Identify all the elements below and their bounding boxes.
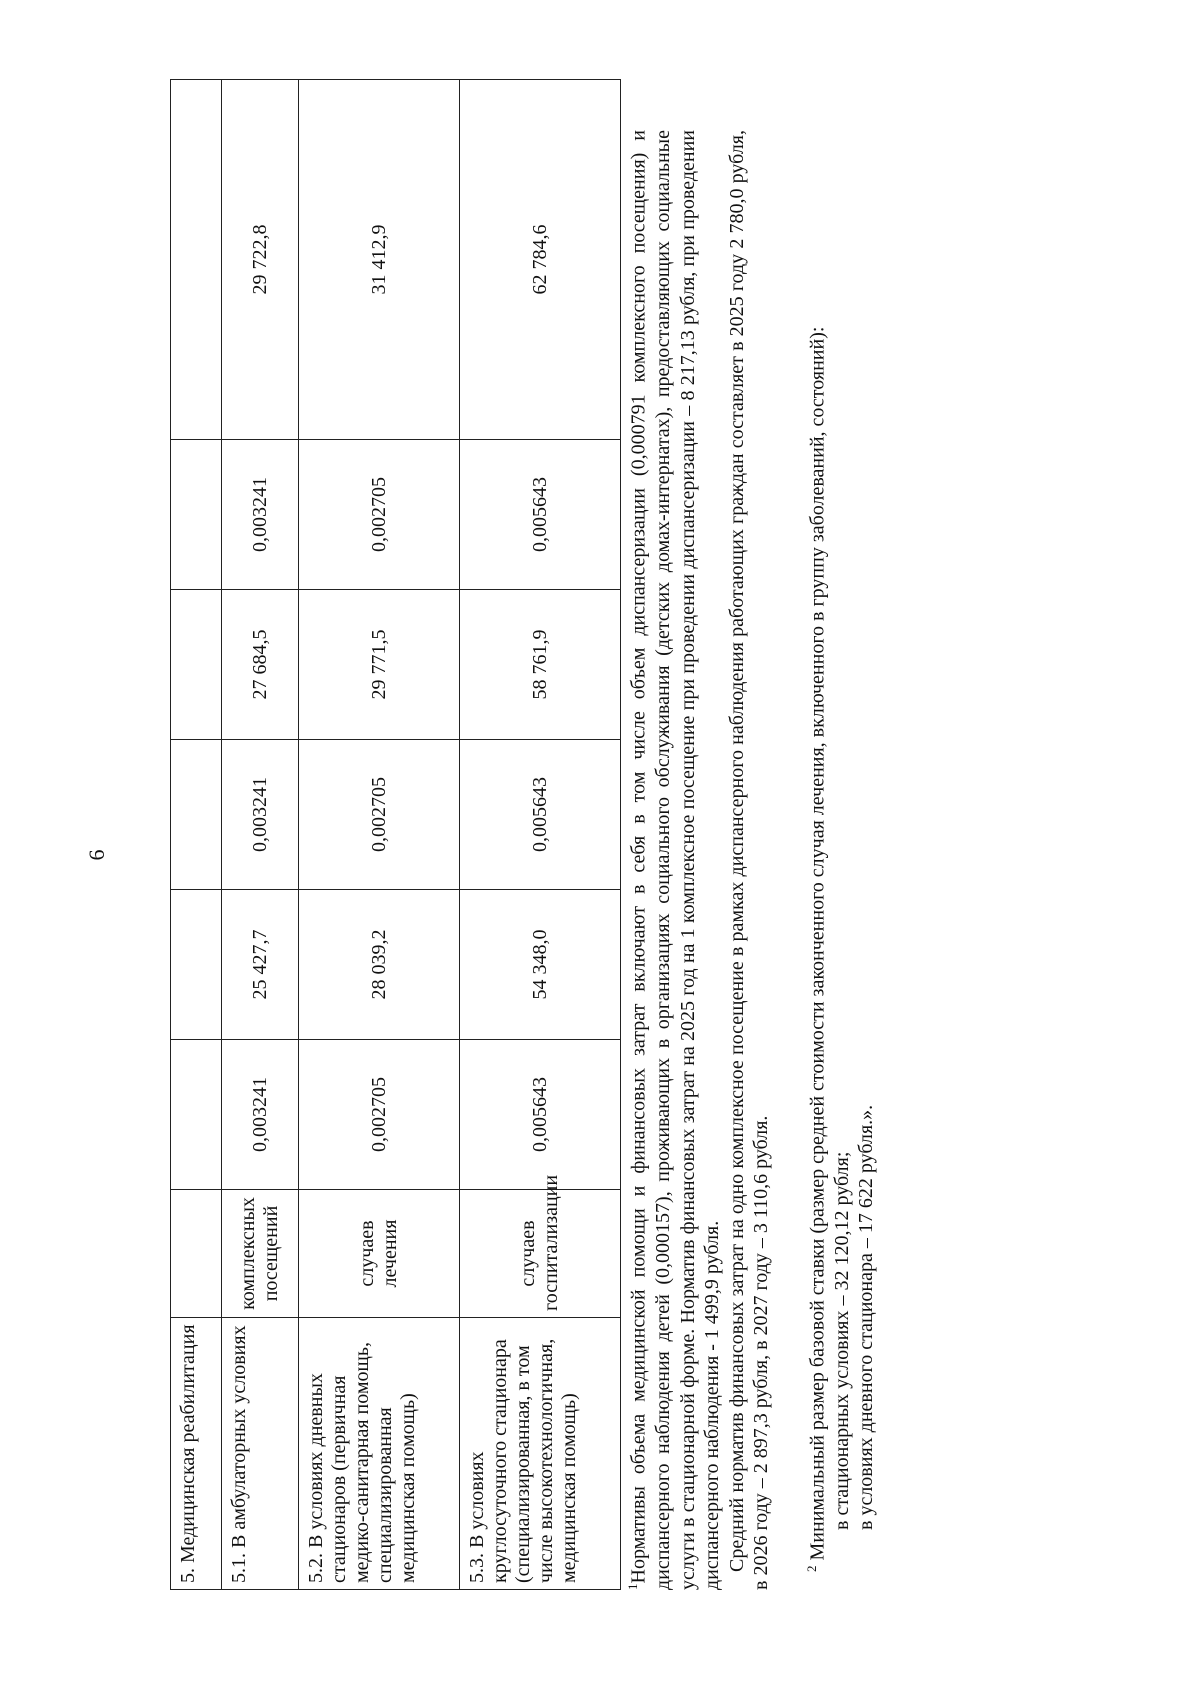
value-cell: 25 427,7 — [222, 890, 299, 1040]
table-row — [171, 80, 222, 1590]
row-name: 5.1. В амбулаторных условиях — [222, 1318, 299, 1590]
value-cell: 27 684,5 — [222, 590, 299, 740]
value-cell: 0,003241 — [222, 740, 299, 890]
value-cell: 0,002705 — [299, 440, 460, 590]
footnote-2-item-1: в стационарных условиях – 32 120,12 рубля; — [830, 1151, 853, 1530]
footnote-1-mark: 1 — [625, 1583, 640, 1590]
value-cell: 0,003241 — [222, 1040, 299, 1190]
value-cell: 28 039,2 — [299, 890, 460, 1040]
value-cell: 0,002705 — [299, 1040, 460, 1190]
value-cell: 29 771,5 — [299, 590, 460, 740]
row-unit: случаев лечения — [299, 1190, 460, 1318]
footnote-1 — [621, 130, 725, 1590]
value-cell: 0,002705 — [299, 740, 460, 890]
table-row — [222, 80, 299, 1590]
table-row — [460, 80, 621, 1590]
value-cell: 62 784,6 — [460, 80, 621, 440]
norms-table — [170, 79, 621, 1590]
value-cell: 31 412,9 — [299, 80, 460, 440]
section-title-cell: 5. Медицинская реабилитация — [171, 1318, 222, 1590]
footnote-2 — [800, 130, 830, 1590]
value-cell: 0,003241 — [222, 440, 299, 590]
footnote-2-text: Минимальный размер базовой ставки (размер средней стоимости законченного случая лечения, включенного в группу заболеваний, состояний): — [806, 326, 829, 1561]
row-unit: комплексных посещений — [222, 1190, 299, 1318]
value-cell: 58 761,9 — [460, 590, 621, 740]
footnote-1-paragraph-2: Средний норматив финансовых затрат на одно комплексное посещение в рамках диспансерного наблюдения работающих граждан составляет в 2025 году 2 780,0 рубля, в 2026 году – 2 897,3 рубля, в 2027 году – 3 110,6 рубля. — [725, 130, 773, 1590]
row-name: 5.3. В условиях круглосуточного стационара (специализированная, в том числе высокотехнологичная, медицинская помощь) — [460, 1318, 621, 1590]
value-cell: 0,005643 — [460, 740, 621, 890]
footnotes — [621, 130, 879, 1590]
value-cell: 0,005643 — [460, 440, 621, 590]
footnote-2-item-2: в условиях дневного стационара – 17 622 рубля.». — [855, 1104, 878, 1530]
row-name: 5.2. В условиях дневных стационаров (первичная медико-санитарная помощь, специализированная медицинская помощь) — [299, 1318, 460, 1590]
value-cell: 29 722,8 — [222, 80, 299, 440]
footnote-1-text: Нормативы объема медицинской помощи и финансовых затрат включают в себя в том числе объем диспансеризации (0,000791 комплексного посещения) и диспансерного наблюдения детей (0,000157), проживающих в организациях социального обслуживания (детских домах-интернатах), предоставляющих социальные услуги в стационарной форме. Норматив финансовых затрат на 2025 год на 1 комплексное посещение при проведении диспансеризации – 8 217,13 рубля, при проведении диспансерного наблюдения - 1 499,9 рубля. — [627, 130, 724, 1590]
row-unit: случаев госпитализации — [460, 1190, 621, 1318]
rotated-content — [170, 130, 910, 1590]
value-cell: 54 348,0 — [460, 890, 621, 1040]
page-number: 6 — [84, 849, 109, 861]
value-cell: 0,005643 — [460, 1040, 621, 1190]
footnote-2-mark: 2 — [803, 1565, 819, 1572]
table-row — [299, 80, 460, 1590]
